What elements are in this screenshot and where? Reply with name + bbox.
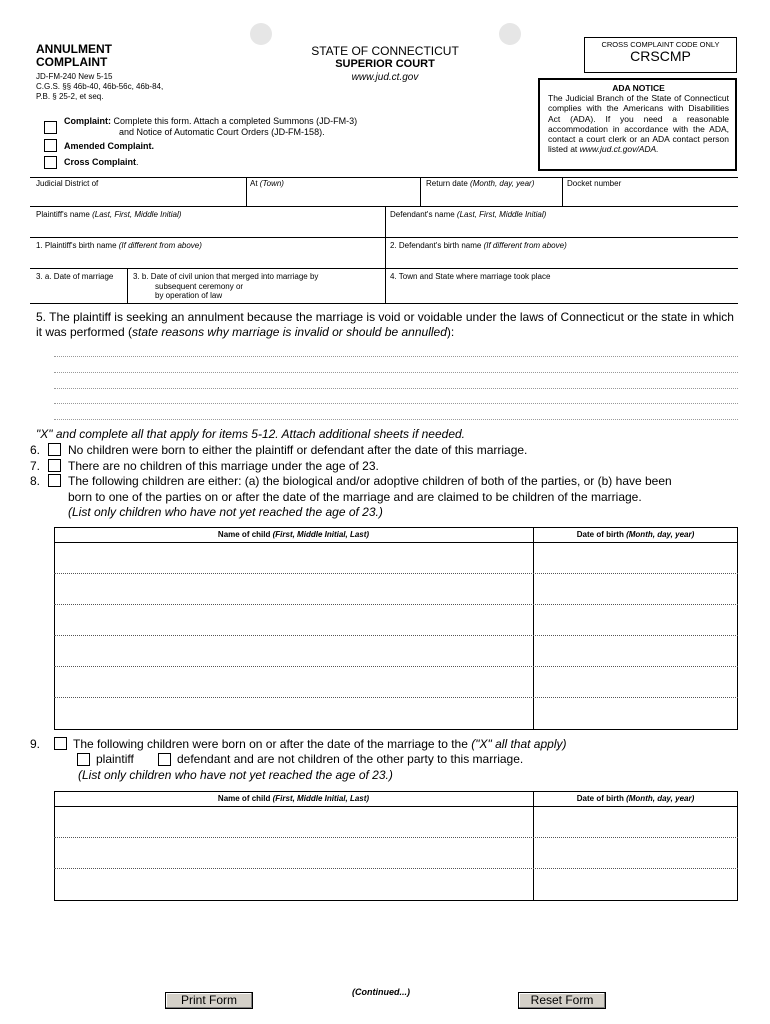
grid-line (127, 268, 128, 303)
table-2-dob-header (533, 794, 738, 803)
item-8-line-1: The following children are either: (a) the biological and/or adoptive children of both of the parties, or (b) have been (68, 474, 672, 488)
name-col-text: Name of child (217, 794, 271, 803)
table-row-line (54, 697, 738, 698)
ada-body: The Judicial Branch of the State of Connecticut complies with the Americans with Disabilities Act (ADA). If you need a reasonable accommodation in accordance with the ADA, contact a court clerk or an ADA contact person listed at (548, 93, 729, 155)
amended-label: Amended Complaint. (64, 141, 155, 151)
defendant-name-label (390, 210, 546, 219)
continued-note: (Continued...) (352, 987, 410, 997)
punch-hole-left (250, 23, 272, 45)
town-state-label: 4. Town and State where marriage took place (390, 272, 551, 281)
plaintiff-birth-label (36, 241, 202, 250)
item-9-checkbox[interactable] (54, 737, 67, 750)
complaint-option-text (64, 116, 357, 137)
ada-link[interactable]: www.jud.ct.gov/ADA. (579, 144, 659, 155)
dob-col-text: Date of birth (576, 794, 624, 803)
table-col-divider (533, 791, 534, 901)
plaintiff-option-label: plaintiff (96, 752, 134, 766)
defendant-birth-label (390, 241, 567, 250)
plaintiff-name-input[interactable] (31, 221, 383, 236)
item-8-text (68, 474, 672, 521)
at-town-input[interactable] (248, 190, 418, 205)
court-name: SUPERIOR COURT (335, 58, 435, 70)
grid-line (30, 303, 738, 304)
item-5-end: ): (446, 325, 455, 339)
court-header (290, 45, 480, 84)
grid-line (30, 268, 738, 269)
defendant-birth-text: 2. Defendant's birth name (390, 241, 482, 250)
item-5-italic: state reasons why marriage is invalid or should be annulled (132, 325, 447, 339)
plaintiff-birth-text: 1. Plaintiff's birth name (36, 241, 117, 250)
civil-union-line-2: subsequent ceremony or (155, 281, 244, 291)
civil-union-line-3: by operation of law (155, 291, 223, 300)
docket-label: Docket number (567, 179, 622, 188)
item-6-number: 6. (30, 443, 41, 457)
at-label (250, 179, 284, 188)
defendant-birth-hint: (If different from above) (483, 241, 567, 250)
item-9-text (73, 737, 566, 751)
civil-union-label (133, 272, 318, 301)
defendant-name-text: Defendant's name (390, 210, 455, 219)
grid-line (385, 206, 386, 303)
judicial-district-label: Judicial District of (36, 179, 99, 188)
table-row-line (54, 573, 738, 574)
ada-notice-box (538, 78, 737, 171)
item-7-text: There are no children of this marriage under the age of 23. (68, 459, 379, 473)
form-number-text: JD-FM-240 New 5-15 (36, 72, 113, 81)
dob-col-text: Date of birth (576, 530, 624, 539)
table-row-line (54, 837, 738, 838)
cross-label (64, 157, 139, 167)
table-col-divider (533, 527, 534, 730)
grid-line (246, 177, 247, 206)
plaintiff-birth-input[interactable] (31, 252, 383, 267)
return-date-hint: (Month, day, year) (470, 179, 535, 188)
item-5-text (36, 310, 740, 340)
form-title (36, 43, 112, 69)
statutes-line-1: C.G.S. §§ 46b-40, 46b-56c, 46b-84, (36, 82, 164, 91)
grid-line (420, 177, 421, 206)
form-title-line-1: ANNULMENT (36, 42, 112, 56)
item-8-number: 8. (30, 474, 41, 488)
complaint-text-1: Complete this form. Attach a completed Summons (JD-FM-3) (113, 116, 358, 126)
item-9-number: 9. (30, 737, 41, 751)
item-9-hint: ("X" all that apply) (471, 737, 567, 751)
complaint-checkbox[interactable] (44, 121, 57, 134)
grid-line (30, 237, 738, 238)
defendant-name-input[interactable] (387, 221, 736, 236)
docket-input[interactable] (564, 190, 736, 205)
defendant-name-hint: (Last, First, Middle Initial) (456, 210, 547, 219)
print-form-button[interactable]: Print Form (165, 992, 253, 1009)
item-9-note: (List only children who have not yet reached the age of 23.) (78, 768, 393, 782)
form-number (36, 72, 163, 102)
item-8-line-3: (List only children who have not yet reached the age of 23.) (68, 505, 383, 519)
amended-complaint-checkbox[interactable] (44, 139, 57, 152)
website: www.jud.ct.gov (351, 72, 419, 83)
cross-code-value: CRSCMP (630, 48, 691, 64)
judicial-district-input[interactable] (31, 190, 244, 205)
dob-col-hint: (Month, day, year) (626, 530, 695, 539)
children-table-1 (54, 527, 738, 730)
cross-code-label: CROSS COMPLAINT CODE ONLY (601, 40, 720, 49)
table-2-name-header (54, 794, 533, 803)
table-row-line (54, 604, 738, 605)
item-8-checkbox[interactable] (48, 474, 61, 487)
item-9-main: The following children were born on or after the date of the marriage to the (73, 737, 468, 751)
item-7-number: 7. (30, 459, 41, 473)
return-date-label (426, 179, 534, 188)
table-row-line (54, 868, 738, 869)
table-row-line (54, 666, 738, 667)
marriage-date-input[interactable] (31, 284, 125, 302)
state-name: STATE OF CONNECTICUT (311, 44, 459, 58)
grid-line (30, 177, 738, 178)
at-label-text: At (250, 179, 258, 188)
table-row-line (54, 542, 738, 543)
table-row-line (54, 635, 738, 636)
reset-form-button[interactable]: Reset Form (518, 992, 606, 1009)
plaintiff-birth-hint: (If different from above) (118, 241, 202, 250)
name-col-hint: (First, Middle Initial, Last) (272, 794, 370, 803)
defendant-checkbox[interactable] (158, 753, 171, 766)
complaint-label: Complaint: (64, 116, 111, 126)
item-5-main: 5. The plaintiff is seeking an annulment because the marriage is void or voidable under the laws of Connecticut or the state in which it was performed ( (36, 310, 734, 339)
plaintiff-name-label (36, 210, 181, 219)
at-hint: (Town) (259, 179, 284, 188)
town-state-input[interactable] (387, 284, 736, 302)
name-col-hint: (First, Middle Initial, Last) (272, 530, 370, 539)
civil-union-line-1: 3. b. Date of civil union that merged into marriage by (133, 272, 319, 281)
cross-label-period: . (136, 157, 139, 167)
item-6-checkbox[interactable] (48, 443, 61, 456)
table-1-name-header (54, 530, 533, 539)
item-6-text: No children were born to either the plaintiff or defendant after the date of this marriage. (68, 443, 528, 457)
return-date-text: Return date (426, 179, 468, 188)
defendant-birth-input[interactable] (387, 252, 736, 267)
reasons-input[interactable] (54, 342, 738, 420)
punch-hole-right (499, 23, 521, 45)
grid-line (562, 177, 563, 206)
ada-title: ADA NOTICE (612, 83, 665, 93)
item-8-line-2: born to one of the parties on or after the date of the marriage and are claimed to be children of the marriage. (68, 489, 642, 504)
plaintiff-name-hint: (Last, First, Middle Initial) (92, 210, 182, 219)
cross-complaint-checkbox[interactable] (44, 156, 57, 169)
item-7-checkbox[interactable] (48, 459, 61, 472)
form-title-line-2: COMPLAINT (36, 55, 108, 69)
instructions: "X" and complete all that apply for items 5-12. Attach additional sheets if needed. (36, 427, 465, 441)
table-1-dob-header (533, 530, 738, 539)
name-col-text: Name of child (217, 530, 271, 539)
plaintiff-checkbox[interactable] (77, 753, 90, 766)
dob-col-hint: (Month, day, year) (626, 794, 695, 803)
complaint-text-2: and Notice of Automatic Court Orders (JD-FM-158). (119, 126, 325, 137)
marriage-date-label: 3. a. Date of marriage (36, 272, 114, 281)
defendant-option-label: defendant and are not children of the other party to this marriage. (177, 752, 524, 766)
children-table-2 (54, 791, 738, 901)
grid-line (30, 206, 738, 207)
table-row-line (54, 806, 738, 807)
statutes-line-2: P.B. § 25-2, et seq. (36, 92, 104, 101)
cross-complaint-code-box (584, 37, 737, 73)
cross-label-text: Cross Complaint (64, 157, 137, 167)
return-date-input[interactable] (422, 190, 560, 205)
plaintiff-name-text: Plaintiff's name (36, 210, 90, 219)
